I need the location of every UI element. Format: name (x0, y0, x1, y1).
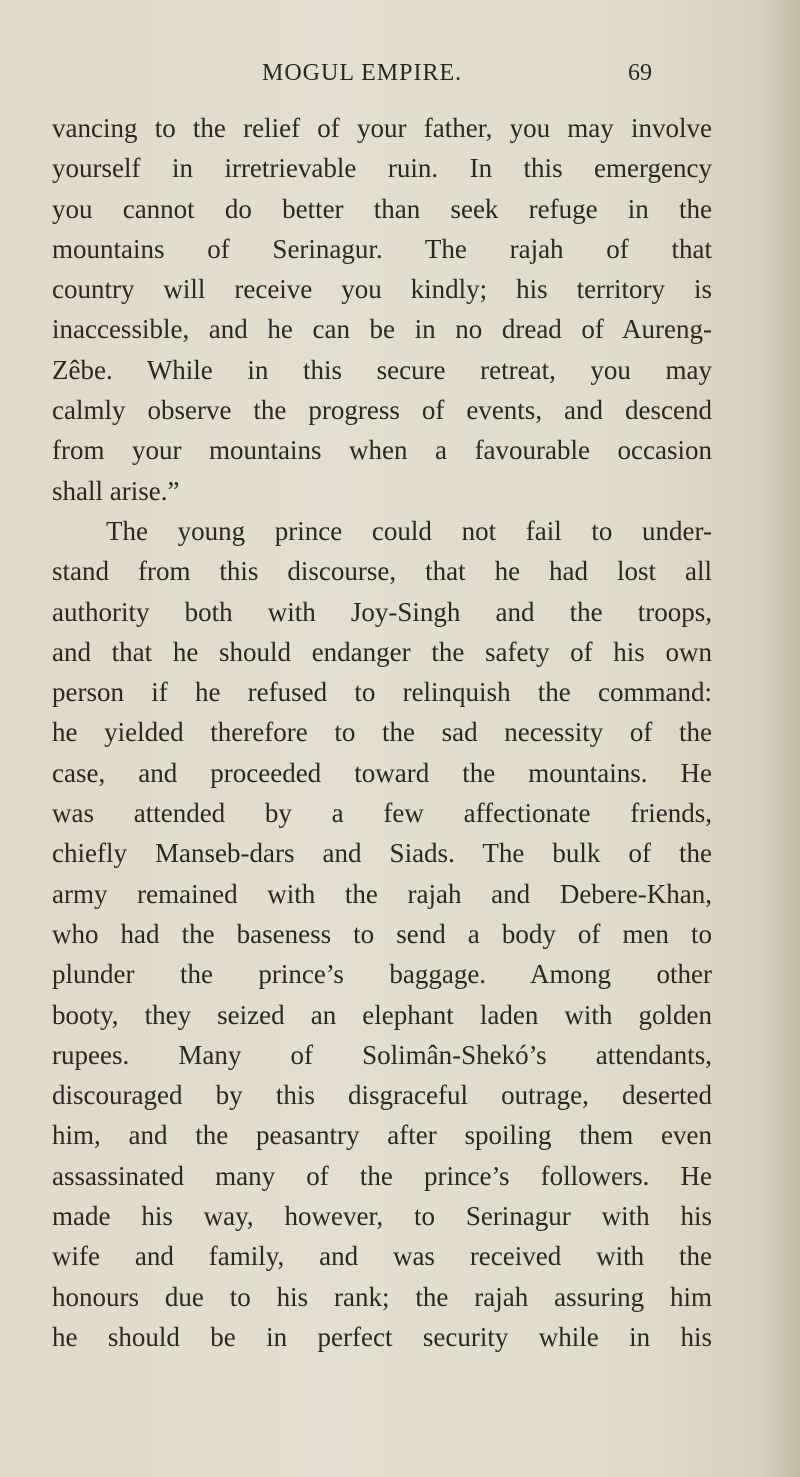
text-line: him, and the peasantry after spoiling them even (52, 1120, 712, 1151)
text-line: was attended by a few affectionate friends, (52, 798, 712, 829)
text-line: from your mountains when a favourable occasion (52, 435, 712, 466)
text-line: shall arise.” (52, 475, 180, 506)
text-line: authority both with Joy-Singh and the troops, (52, 596, 712, 627)
text-line: calmly observe the progress of events, and descend (52, 395, 712, 426)
text-line: and that he should endanger the safety of his own (52, 636, 712, 667)
text-line: discouraged by this disgraceful outrage, deserted (52, 1080, 712, 1111)
text-line: rupees. Many of Solimân-Shekó’s attendants, (52, 1039, 712, 1070)
text-line: assassinated many of the prince’s followers. He (52, 1160, 712, 1191)
text-line: you cannot do better than seek refuge in the (52, 193, 712, 224)
page-header (0, 60, 800, 100)
text-line: mountains of Serinagur. The rajah of that (52, 233, 712, 264)
text-line: who had the baseness to send a body of men to (52, 918, 712, 949)
body-text (52, 108, 712, 1357)
text-line: made his way, however, to Serinagur with his (52, 1201, 712, 1232)
text-line: he yielded therefore to the sad necessity of the (52, 717, 712, 748)
text-line: case, and proceeded toward the mountains. He (52, 757, 712, 788)
text-line: army remained with the rajah and Debere-Khan, (52, 878, 712, 909)
text-line: honours due to his rank; the rajah assuring him (52, 1281, 712, 1312)
text-line: vancing to the relief of your father, you may involve (52, 113, 712, 143)
text-line: country will receive you kindly; his territory is (52, 274, 712, 305)
text-line: person if he refused to relinquish the command: (52, 677, 712, 708)
page-edge-shadow (760, 0, 800, 1477)
paragraph-first-line: The young prince could not fail to under- (106, 515, 712, 546)
text-line: chiefly Manseb-dars and Siads. The bulk of the (52, 838, 712, 869)
page-number: 69 (628, 60, 652, 86)
text-line: wife and family, and was received with the (52, 1241, 712, 1272)
text-line: he should be in perfect security while in his (52, 1321, 712, 1352)
text-line: yourself in irretrievable ruin. In this emergency (52, 153, 712, 184)
text-line: booty, they seized an elephant laden with golden (52, 999, 712, 1030)
text-line: inaccessible, and he can be in no dread of Aureng- (52, 314, 712, 345)
text-line: stand from this discourse, that he had lost all (52, 556, 712, 587)
running-head: MOGUL EMPIRE. (262, 60, 463, 86)
text-line: plunder the prince’s baggage. Among other (52, 959, 712, 990)
text-line: Zêbe. While in this secure retreat, you may (52, 354, 712, 385)
